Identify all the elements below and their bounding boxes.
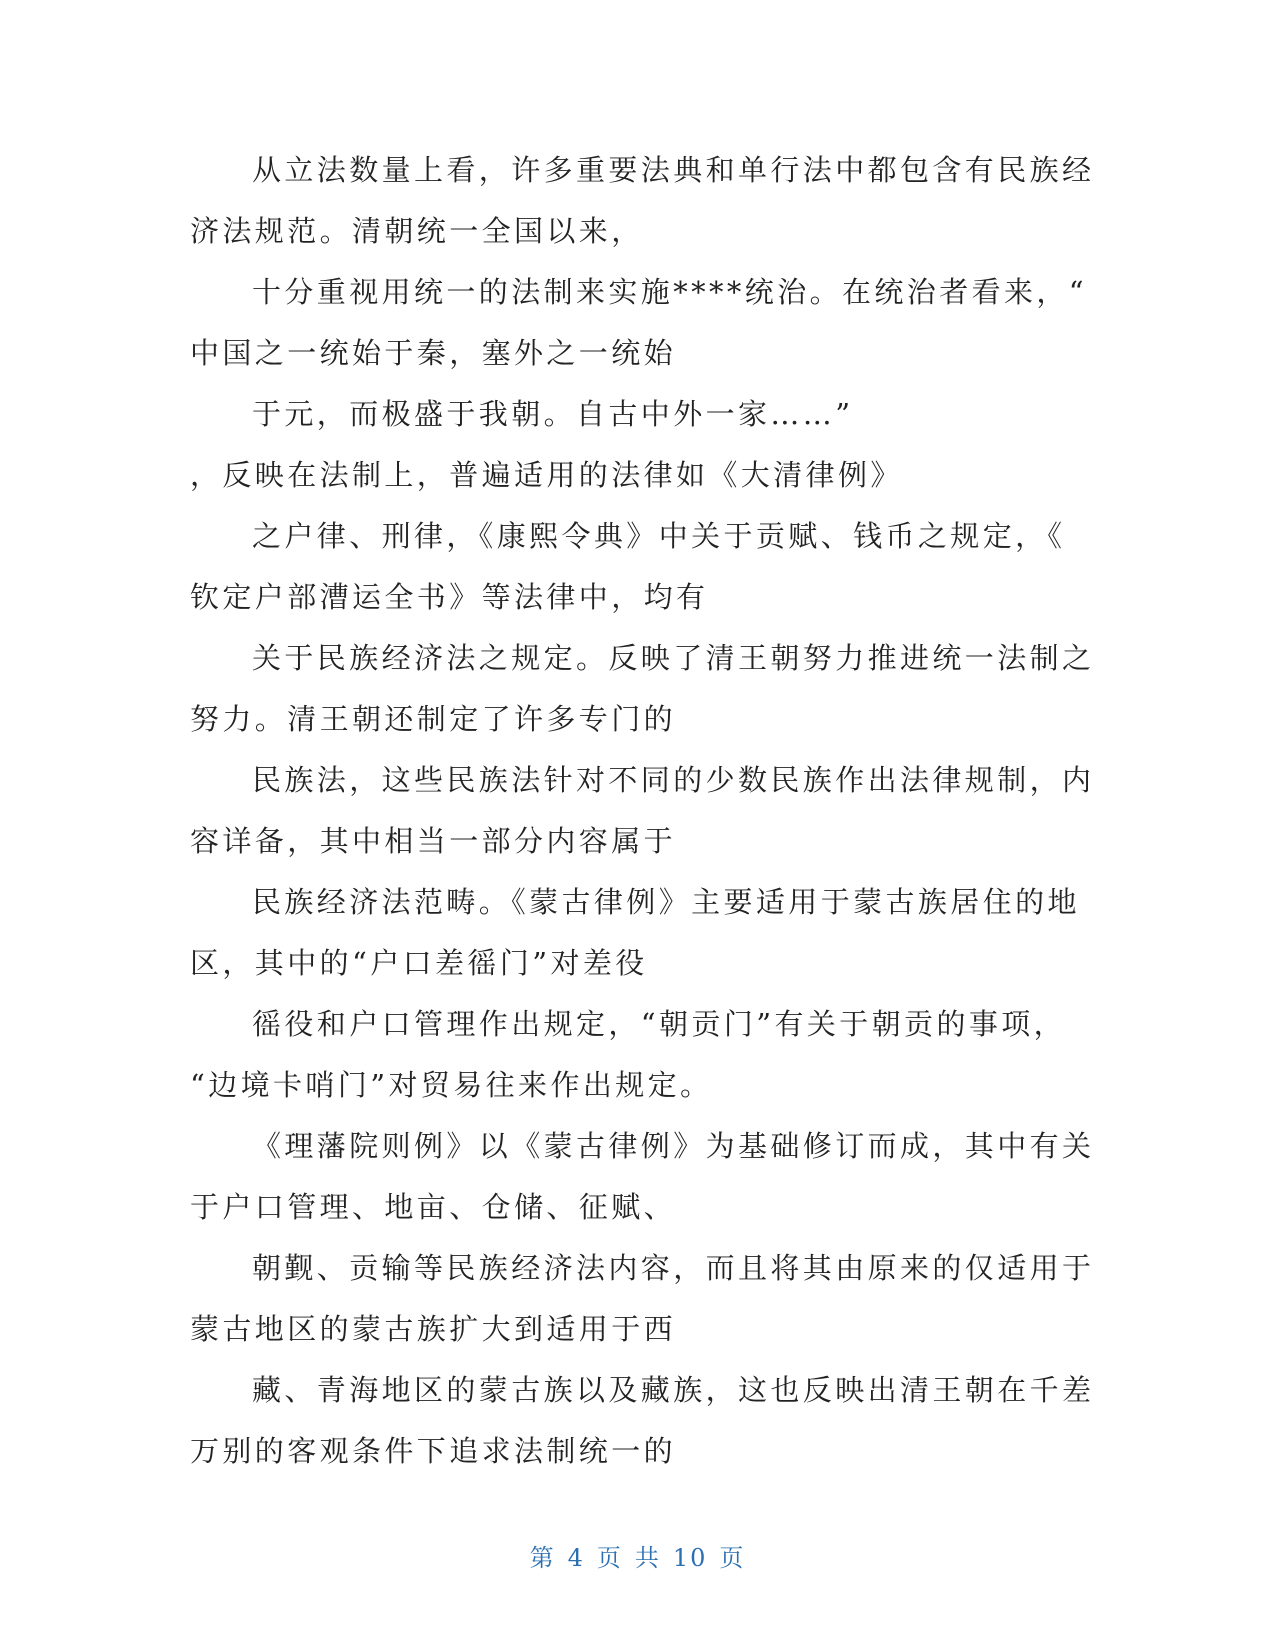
paragraph [190, 506, 1070, 628]
text-line: 民族经济法范畴。《蒙古律例》主要适用于蒙古族居住的地 [252, 885, 1080, 919]
paragraph [190, 628, 1095, 750]
paragraph [190, 1116, 1095, 1238]
text-line: 中国之一统始于秦，塞外之一统始 [190, 336, 677, 370]
paragraph [190, 384, 1070, 506]
document-body [190, 140, 1095, 1482]
paragraph [190, 994, 1070, 1116]
text-line: 区，其中的“户口差徭门”对差役 [190, 946, 648, 980]
text-line: 济法规范。清朝统一全国以来， [190, 214, 644, 248]
text-line: 民族法，这些民族法针对不同的少数民族作出法律规制，内 [252, 763, 1095, 797]
paragraph [190, 872, 1080, 994]
footer-suffix: 页 [719, 1544, 746, 1572]
text-line: 钦定户部漕运全书》等法律中，均有 [190, 580, 709, 614]
text-line: 徭役和户口管理作出规定，“朝贡门”有关于朝贡的事项， [252, 1007, 1067, 1041]
paragraph [190, 1360, 1095, 1482]
text-line: 万别的客观条件下追求法制统一的 [190, 1434, 677, 1468]
text-line: “边境卡哨门”对贸易往来作出规定。 [190, 1068, 713, 1102]
text-line: 之户律、刑律，《康熙令典》中关于贡赋、钱币之规定，《 [252, 519, 1066, 553]
text-line: 朝觐、贡输等民族经济法内容，而且将其由原来的仅适用于 [252, 1251, 1095, 1285]
footer-current-page: 4 [567, 1544, 585, 1572]
paragraph [190, 140, 1095, 262]
text-line: 藏、青海地区的蒙古族以及藏族，这也反映出清王朝在千差 [252, 1373, 1095, 1407]
paragraph [190, 262, 1088, 384]
text-line: 从立法数量上看，许多重要法典和单行法中都包含有民族经 [252, 153, 1095, 187]
text-line: 容详备，其中相当一部分内容属于 [190, 824, 677, 858]
footer-prefix: 第 [529, 1544, 556, 1572]
text-line: 于元，而极盛于我朝。自古中外一家……” [252, 397, 854, 431]
text-line: 于户口管理、地亩、仓储、征赋、 [190, 1190, 677, 1224]
text-line: 《理藩院则例》以《蒙古律例》为基础修订而成，其中有关 [252, 1129, 1095, 1163]
text-line: 十分重视用统一的法制来实施****统治。在统治者看来，“ [252, 275, 1088, 309]
footer-total-word: 共 [634, 1544, 661, 1572]
paragraph [190, 750, 1095, 872]
text-line: 关于民族经济法之规定。反映了清王朝努力推进统一法制之 [252, 641, 1095, 675]
text-line: 蒙古地区的蒙古族扩大到适用于西 [190, 1312, 677, 1346]
footer-total-pages: 10 [672, 1544, 708, 1572]
text-line: 努力。清王朝还制定了许多专门的 [190, 702, 677, 736]
paragraph [190, 1238, 1095, 1360]
page-footer [0, 1538, 1275, 1573]
footer-page-word: 页 [596, 1544, 623, 1572]
text-line: ，反映在法制上，普遍适用的法律如《大清律例》 [190, 458, 903, 492]
